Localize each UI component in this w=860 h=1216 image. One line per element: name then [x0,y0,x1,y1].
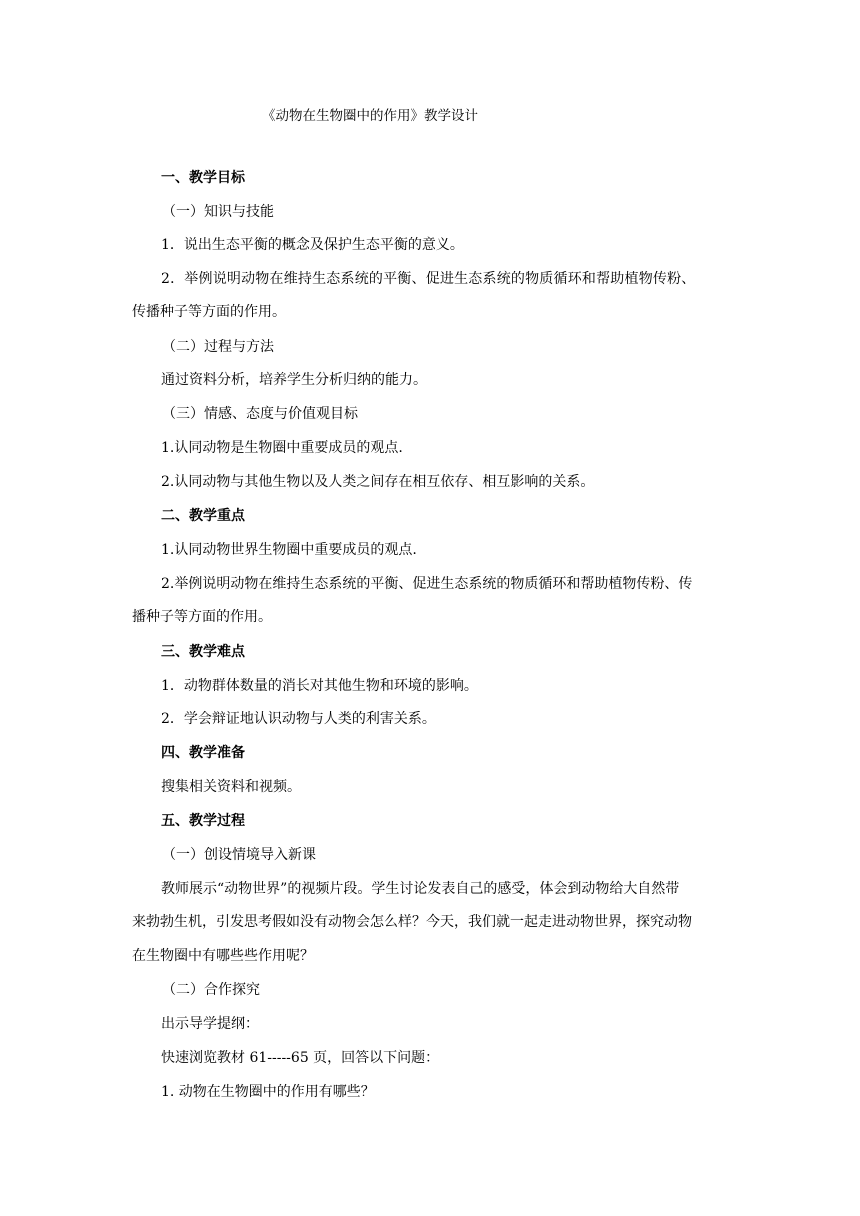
paragraph-line: 来勃勃生机，引发思考假如没有动物会怎么样？今天，我们就一起走进动物世界，探究动物 [132,914,692,930]
subheading-introduction: （一）创设情境导入新课 [162,847,316,863]
paragraph-line: 传播种子等方面的作用。 [132,304,286,320]
paragraph-line: 2.认同动物与其他生物以及人类之间存在相互依存、相互影响的关系。 [161,474,595,490]
paragraph-line: 1.认同动物世界生物圈中重要成员的观点. [161,542,417,558]
subheading-cooperation: （二）合作探究 [162,982,260,998]
paragraph-line: 2.举例说明动物在维持生态系统的平衡、促进生态系统的物质循环和帮助植物传粉、传 [161,576,693,592]
subheading-process-method: （二）过程与方法 [162,339,274,355]
subheading-knowledge-skills: （一）知识与技能 [162,204,274,220]
paragraph-line: 出示导学提纲： [161,1016,259,1032]
paragraph-line: 播种子等方面的作用。 [132,609,272,625]
paragraph-line: 1. 动物在生物圈中的作用有哪些？ [161,1084,375,1100]
paragraph-line: 教师展示“动物世界”的视频片段。学生讨论发表自己的感受，体会到动物给大自然带 [161,881,680,897]
paragraph-line: 1．动物群体数量的消长对其他生物和环境的影响。 [161,678,478,694]
paragraph-line: 通过资料分析，培养学生分析归纳的能力。 [161,372,427,388]
section-heading-objectives: 一、教学目标 [161,170,245,186]
paragraph-line: 1．说出生态平衡的概念及保护生态平衡的意义。 [161,237,464,253]
paragraph-line: 快速浏览教材 61-----65 页，回答以下问题： [161,1050,440,1066]
section-heading-process: 五、教学过程 [161,813,245,829]
paragraph-line: 在生物圈中有哪些些作用呢？ [132,948,314,964]
paragraph-line: 2．学会辩证地认识动物与人类的利害关系。 [161,711,436,727]
section-heading-preparation: 四、教学准备 [161,745,245,761]
subheading-emotion-attitude: （三）情感、态度与价值观目标 [162,406,358,422]
paragraph-line: 1.认同动物是生物圈中重要成员的观点. [161,440,403,456]
paragraph-line: 2．举例说明动物在维持生态系统的平衡、促进生态系统的物质循环和帮助植物传粉、 [161,271,696,287]
document-title: 《动物在生物圈中的作用》教学设计 [262,108,478,124]
section-heading-difficulties: 三、教学难点 [161,644,245,660]
section-heading-key-points: 二、教学重点 [161,508,245,524]
paragraph-line: 搜集相关资料和视频。 [161,779,301,795]
